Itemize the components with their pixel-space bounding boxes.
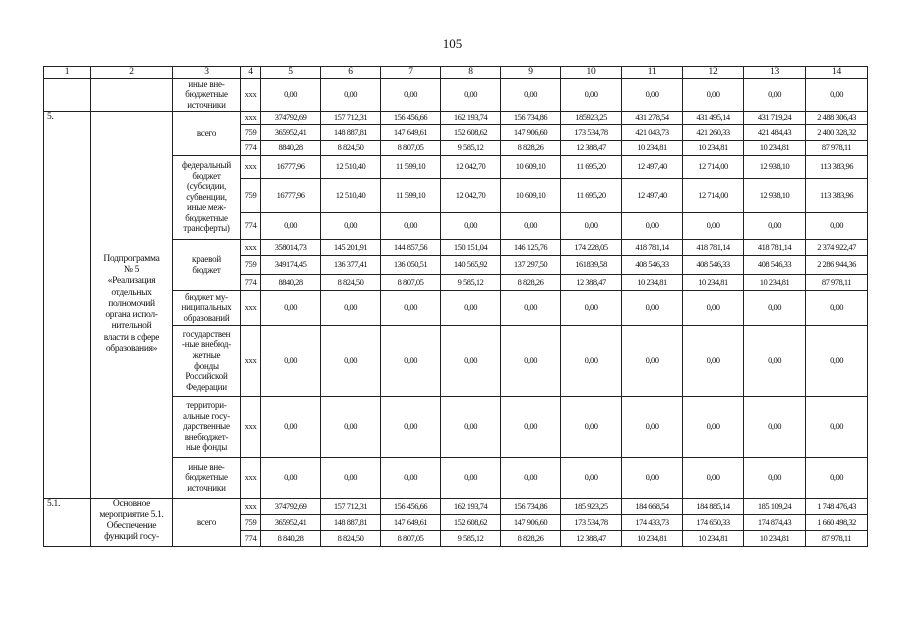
program-name-cell: Основное мероприятие 5.1. Обеспечение функций госу- bbox=[91, 498, 173, 546]
code-cell: 774 bbox=[241, 530, 261, 546]
value-cell-col-6: 8 824,50 bbox=[321, 530, 381, 546]
value-cell-col-12: 418 781,14 bbox=[683, 239, 744, 255]
code-cell: 774 bbox=[241, 274, 261, 290]
value-cell-col-8: 0,00 bbox=[441, 78, 501, 111]
value-cell-col-13: 0,00 bbox=[744, 290, 806, 325]
value-cell-col-9: 8 828,26 bbox=[501, 140, 561, 155]
value-cell-col-14: 2 488 306,43 bbox=[806, 111, 868, 124]
column-header-14: 14 bbox=[806, 67, 868, 79]
value-cell-col-14: 1 660 498,32 bbox=[806, 514, 868, 530]
value-cell-col-5: 8840,28 bbox=[261, 274, 321, 290]
value-cell-col-12: 10 234,81 bbox=[683, 530, 744, 546]
column-header-9: 9 bbox=[501, 67, 561, 79]
value-cell-col-12: 12 714,00 bbox=[683, 178, 744, 212]
value-cell-col-10: 12 388,47 bbox=[561, 274, 622, 290]
value-cell-col-12: 431 495,14 bbox=[683, 111, 744, 124]
value-cell-col-9: 10 609,10 bbox=[501, 178, 561, 212]
value-cell-col-5: 0,00 bbox=[261, 325, 321, 396]
value-cell-col-14: 1 748 476,43 bbox=[806, 498, 868, 514]
value-cell-col-14: 87 978,11 bbox=[806, 140, 868, 155]
value-cell-col-11: 184 668,54 bbox=[622, 498, 683, 514]
code-cell: ххх bbox=[241, 457, 261, 498]
value-cell-col-7: 0,00 bbox=[381, 212, 441, 239]
value-cell-col-13: 421 484,43 bbox=[744, 124, 806, 140]
code-cell: ххх bbox=[241, 155, 261, 178]
code-cell: ххх bbox=[241, 290, 261, 325]
code-cell: ххх bbox=[241, 498, 261, 514]
value-cell-col-10: 0,00 bbox=[561, 457, 622, 498]
header-row bbox=[44, 67, 868, 79]
value-cell-col-8: 150 151,04 bbox=[441, 239, 501, 255]
funding-source-cell: территори- альные госу- дарственные внебюджет- ные фонды bbox=[173, 396, 241, 457]
funding-source-cell: федеральный бюджет (субсидии, субвенции, иные меж- бюджетные трансферты) bbox=[173, 155, 241, 239]
value-cell-col-10: 0,00 bbox=[561, 396, 622, 457]
funding-source-cell: краевой бюджет bbox=[173, 239, 241, 290]
code-cell: 759 bbox=[241, 124, 261, 140]
column-header-6: 6 bbox=[321, 67, 381, 79]
value-cell-col-5: 0,00 bbox=[261, 78, 321, 111]
value-cell-col-6: 148 887,81 bbox=[321, 514, 381, 530]
value-cell-col-8: 152 608,62 bbox=[441, 124, 501, 140]
value-cell-col-9: 147 906,60 bbox=[501, 514, 561, 530]
value-cell-col-7: 156 456,66 bbox=[381, 498, 441, 514]
column-header-5: 5 bbox=[261, 67, 321, 79]
funding-source-cell: иные вне- бюджетные источники bbox=[173, 78, 241, 111]
value-cell-col-7: 0,00 bbox=[381, 78, 441, 111]
value-cell-col-11: 174 433,73 bbox=[622, 514, 683, 530]
value-cell-col-10: 11 695,20 bbox=[561, 178, 622, 212]
value-cell-col-9: 0,00 bbox=[501, 457, 561, 498]
value-cell-col-11: 0,00 bbox=[622, 325, 683, 396]
value-cell-col-14: 0,00 bbox=[806, 290, 868, 325]
value-cell-col-13: 10 234,81 bbox=[744, 140, 806, 155]
value-cell-col-9: 0,00 bbox=[501, 290, 561, 325]
funding-source-cell: иные вне- бюджетные источники bbox=[173, 457, 241, 498]
value-cell-col-5: 16777,96 bbox=[261, 155, 321, 178]
value-cell-col-7: 144 857,56 bbox=[381, 239, 441, 255]
value-cell-col-14: 0,00 bbox=[806, 457, 868, 498]
value-cell-col-11: 0,00 bbox=[622, 78, 683, 111]
value-cell-col-5: 16777,96 bbox=[261, 178, 321, 212]
value-cell-col-10: 174 228,05 bbox=[561, 239, 622, 255]
value-cell-col-7: 147 649,61 bbox=[381, 124, 441, 140]
value-cell-col-14: 113 383,96 bbox=[806, 155, 868, 178]
value-cell-col-12: 12 714,00 bbox=[683, 155, 744, 178]
value-cell-col-7: 8 807,05 bbox=[381, 274, 441, 290]
value-cell-col-12: 184 885,14 bbox=[683, 498, 744, 514]
value-cell-col-6: 136 377,41 bbox=[321, 255, 381, 274]
value-cell-col-10: 0,00 bbox=[561, 212, 622, 239]
value-cell-col-10: 0,00 bbox=[561, 78, 622, 111]
value-cell-col-6: 148 887,81 bbox=[321, 124, 381, 140]
code-cell: 759 bbox=[241, 255, 261, 274]
value-cell-col-11: 0,00 bbox=[622, 212, 683, 239]
value-cell-col-8: 0,00 bbox=[441, 325, 501, 396]
code-cell: ххх bbox=[241, 111, 261, 124]
value-cell-col-13: 10 234,81 bbox=[744, 530, 806, 546]
value-cell-col-9: 0,00 bbox=[501, 78, 561, 111]
value-cell-col-13: 0,00 bbox=[744, 457, 806, 498]
value-cell-col-7: 8 807,05 bbox=[381, 530, 441, 546]
value-cell-col-14: 0,00 bbox=[806, 325, 868, 396]
value-cell-col-9: 156 734,86 bbox=[501, 111, 561, 124]
code-cell: 774 bbox=[241, 212, 261, 239]
value-cell-col-8: 0,00 bbox=[441, 290, 501, 325]
value-cell-col-11: 12 497,40 bbox=[622, 178, 683, 212]
value-cell-col-13: 0,00 bbox=[744, 325, 806, 396]
code-cell: ххх bbox=[241, 239, 261, 255]
value-cell-col-7: 0,00 bbox=[381, 290, 441, 325]
value-cell-col-7: 0,00 bbox=[381, 396, 441, 457]
value-cell-col-14: 0,00 bbox=[806, 396, 868, 457]
code-cell: 759 bbox=[241, 178, 261, 212]
value-cell-col-8: 0,00 bbox=[441, 212, 501, 239]
value-cell-col-6: 0,00 bbox=[321, 396, 381, 457]
value-cell-col-11: 10 234,81 bbox=[622, 274, 683, 290]
value-cell-col-7: 11 599,10 bbox=[381, 178, 441, 212]
value-cell-col-12: 0,00 bbox=[683, 396, 744, 457]
value-cell-col-10: 12 388,47 bbox=[561, 140, 622, 155]
value-cell-col-6: 0,00 bbox=[321, 290, 381, 325]
value-cell-col-5: 374792,69 bbox=[261, 498, 321, 514]
code-cell: ххх bbox=[241, 325, 261, 396]
value-cell-col-9: 8 828,26 bbox=[501, 274, 561, 290]
value-cell-col-12: 0,00 bbox=[683, 290, 744, 325]
value-cell-col-12: 0,00 bbox=[683, 325, 744, 396]
value-cell-col-5: 349174,45 bbox=[261, 255, 321, 274]
value-cell-col-7: 156 456,66 bbox=[381, 111, 441, 124]
value-cell-col-10: 173 534,78 bbox=[561, 124, 622, 140]
column-header-8: 8 bbox=[441, 67, 501, 79]
column-header-7: 7 bbox=[381, 67, 441, 79]
value-cell-col-8: 12 042,70 bbox=[441, 178, 501, 212]
value-cell-col-10: 161839,58 bbox=[561, 255, 622, 274]
value-cell-col-14: 2 374 922,47 bbox=[806, 239, 868, 255]
value-cell-col-10: 185923,25 bbox=[561, 111, 622, 124]
value-cell-col-9: 0,00 bbox=[501, 396, 561, 457]
value-cell-col-9: 137 297,50 bbox=[501, 255, 561, 274]
value-cell-col-9: 10 609,10 bbox=[501, 155, 561, 178]
value-cell-col-8: 9 585,12 bbox=[441, 274, 501, 290]
funding-source-cell: всего bbox=[173, 498, 241, 546]
value-cell-col-13: 0,00 bbox=[744, 396, 806, 457]
program-name-cell: Подпрограмма № 5 «Реализация отдельных полномочий органа испол- нительной власти в сфере образования» bbox=[91, 111, 173, 498]
row-number-cell: 5. bbox=[44, 111, 91, 498]
column-header-1: 1 bbox=[44, 67, 91, 79]
code-cell: ххх bbox=[241, 396, 261, 457]
value-cell-col-8: 12 042,70 bbox=[441, 155, 501, 178]
value-cell-col-11: 10 234,81 bbox=[622, 530, 683, 546]
value-cell-col-10: 0,00 bbox=[561, 290, 622, 325]
value-cell-col-11: 10 234,81 bbox=[622, 140, 683, 155]
value-cell-col-7: 0,00 bbox=[381, 325, 441, 396]
column-header-10: 10 bbox=[561, 67, 622, 79]
value-cell-col-6: 0,00 bbox=[321, 78, 381, 111]
program-name-cell bbox=[91, 78, 173, 111]
value-cell-col-11: 408 546,33 bbox=[622, 255, 683, 274]
value-cell-col-11: 431 278,54 bbox=[622, 111, 683, 124]
value-cell-col-7: 0,00 bbox=[381, 457, 441, 498]
value-cell-col-8: 152 608,62 bbox=[441, 514, 501, 530]
code-cell: 774 bbox=[241, 140, 261, 155]
value-cell-col-12: 421 260,33 bbox=[683, 124, 744, 140]
value-cell-col-14: 87 978,11 bbox=[806, 530, 868, 546]
column-header-13: 13 bbox=[744, 67, 806, 79]
value-cell-col-12: 0,00 bbox=[683, 457, 744, 498]
value-cell-col-11: 421 043,73 bbox=[622, 124, 683, 140]
value-cell-col-12: 174 650,33 bbox=[683, 514, 744, 530]
value-cell-col-7: 147 649,61 bbox=[381, 514, 441, 530]
value-cell-col-12: 408 546,33 bbox=[683, 255, 744, 274]
value-cell-col-5: 365952,41 bbox=[261, 514, 321, 530]
value-cell-col-8: 162 193,74 bbox=[441, 111, 501, 124]
table-row bbox=[44, 498, 868, 514]
value-cell-col-14: 113 383,96 bbox=[806, 178, 868, 212]
value-cell-col-8: 0,00 bbox=[441, 457, 501, 498]
value-cell-col-13: 0,00 bbox=[744, 78, 806, 111]
value-cell-col-7: 8 807,05 bbox=[381, 140, 441, 155]
value-cell-col-13: 185 109,24 bbox=[744, 498, 806, 514]
value-cell-col-5: 0,00 bbox=[261, 212, 321, 239]
value-cell-col-9: 0,00 bbox=[501, 212, 561, 239]
value-cell-col-6: 145 201,91 bbox=[321, 239, 381, 255]
value-cell-col-5: 8 840,28 bbox=[261, 530, 321, 546]
value-cell-col-5: 358014,73 bbox=[261, 239, 321, 255]
value-cell-col-13: 12 938,10 bbox=[744, 155, 806, 178]
column-header-12: 12 bbox=[683, 67, 744, 79]
value-cell-col-9: 8 828,26 bbox=[501, 530, 561, 546]
value-cell-col-7: 11 599,10 bbox=[381, 155, 441, 178]
value-cell-col-6: 12 510,40 bbox=[321, 155, 381, 178]
value-cell-col-10: 0,00 bbox=[561, 325, 622, 396]
value-cell-col-14: 0,00 bbox=[806, 78, 868, 111]
value-cell-col-10: 185 923,25 bbox=[561, 498, 622, 514]
page-number: 105 bbox=[442, 36, 463, 51]
budget-table bbox=[43, 66, 868, 547]
column-header-3: 3 bbox=[173, 67, 241, 79]
value-cell-col-14: 0,00 bbox=[806, 212, 868, 239]
funding-source-cell: государствен -ные внебюд- жетные фонды Российской Федерации bbox=[173, 325, 241, 396]
value-cell-col-8: 162 193,74 bbox=[441, 498, 501, 514]
value-cell-col-5: 8840,28 bbox=[261, 140, 321, 155]
value-cell-col-11: 418 781,14 bbox=[622, 239, 683, 255]
value-cell-col-7: 136 050,51 bbox=[381, 255, 441, 274]
value-cell-col-5: 0,00 bbox=[261, 290, 321, 325]
value-cell-col-13: 12 938,10 bbox=[744, 178, 806, 212]
value-cell-col-12: 10 234,81 bbox=[683, 274, 744, 290]
value-cell-col-12: 10 234,81 bbox=[683, 140, 744, 155]
value-cell-col-5: 0,00 bbox=[261, 457, 321, 498]
value-cell-col-6: 157 712,31 bbox=[321, 498, 381, 514]
value-cell-col-6: 8 824,50 bbox=[321, 274, 381, 290]
column-header-2: 2 bbox=[91, 67, 173, 79]
value-cell-col-8: 9 585,12 bbox=[441, 530, 501, 546]
row-number-cell: 5.1. bbox=[44, 498, 91, 546]
value-cell-col-6: 0,00 bbox=[321, 212, 381, 239]
value-cell-col-10: 11 695,20 bbox=[561, 155, 622, 178]
value-cell-col-9: 146 125,76 bbox=[501, 239, 561, 255]
value-cell-col-10: 173 534,78 bbox=[561, 514, 622, 530]
value-cell-col-6: 157 712,31 bbox=[321, 111, 381, 124]
value-cell-col-11: 12 497,40 bbox=[622, 155, 683, 178]
column-header-11: 11 bbox=[622, 67, 683, 79]
funding-source-cell: всего bbox=[173, 111, 241, 155]
table-row bbox=[44, 111, 868, 124]
value-cell-col-13: 10 234,81 bbox=[744, 274, 806, 290]
value-cell-col-14: 87 978,11 bbox=[806, 274, 868, 290]
value-cell-col-8: 0,00 bbox=[441, 396, 501, 457]
row-number-cell bbox=[44, 78, 91, 111]
value-cell-col-14: 2 286 944,36 bbox=[806, 255, 868, 274]
value-cell-col-9: 147 906,60 bbox=[501, 124, 561, 140]
value-cell-col-8: 140 565,92 bbox=[441, 255, 501, 274]
value-cell-col-6: 12 510,40 bbox=[321, 178, 381, 212]
value-cell-col-6: 0,00 bbox=[321, 457, 381, 498]
value-cell-col-13: 408 546,33 bbox=[744, 255, 806, 274]
value-cell-col-13: 418 781,14 bbox=[744, 239, 806, 255]
value-cell-col-13: 431 719,24 bbox=[744, 111, 806, 124]
value-cell-col-11: 0,00 bbox=[622, 396, 683, 457]
code-cell: 759 bbox=[241, 514, 261, 530]
value-cell-col-6: 0,00 bbox=[321, 325, 381, 396]
value-cell-col-8: 9 585,12 bbox=[441, 140, 501, 155]
value-cell-col-11: 0,00 bbox=[622, 290, 683, 325]
value-cell-col-10: 12 388,47 bbox=[561, 530, 622, 546]
value-cell-col-12: 0,00 bbox=[683, 78, 744, 111]
value-cell-col-12: 0,00 bbox=[683, 212, 744, 239]
value-cell-col-14: 2 400 328,32 bbox=[806, 124, 868, 140]
value-cell-col-13: 174 874,43 bbox=[744, 514, 806, 530]
funding-source-cell: бюджет му- ниципальных образований bbox=[173, 290, 241, 325]
table-row bbox=[44, 78, 868, 111]
value-cell-col-5: 374792,69 bbox=[261, 111, 321, 124]
code-cell: ххх bbox=[241, 78, 261, 111]
value-cell-col-6: 8 824,50 bbox=[321, 140, 381, 155]
value-cell-col-9: 0,00 bbox=[501, 325, 561, 396]
value-cell-col-5: 365952,41 bbox=[261, 124, 321, 140]
value-cell-col-13: 0,00 bbox=[744, 212, 806, 239]
column-header-4: 4 bbox=[241, 67, 261, 79]
value-cell-col-9: 156 734,86 bbox=[501, 498, 561, 514]
value-cell-col-11: 0,00 bbox=[622, 457, 683, 498]
value-cell-col-5: 0,00 bbox=[261, 396, 321, 457]
